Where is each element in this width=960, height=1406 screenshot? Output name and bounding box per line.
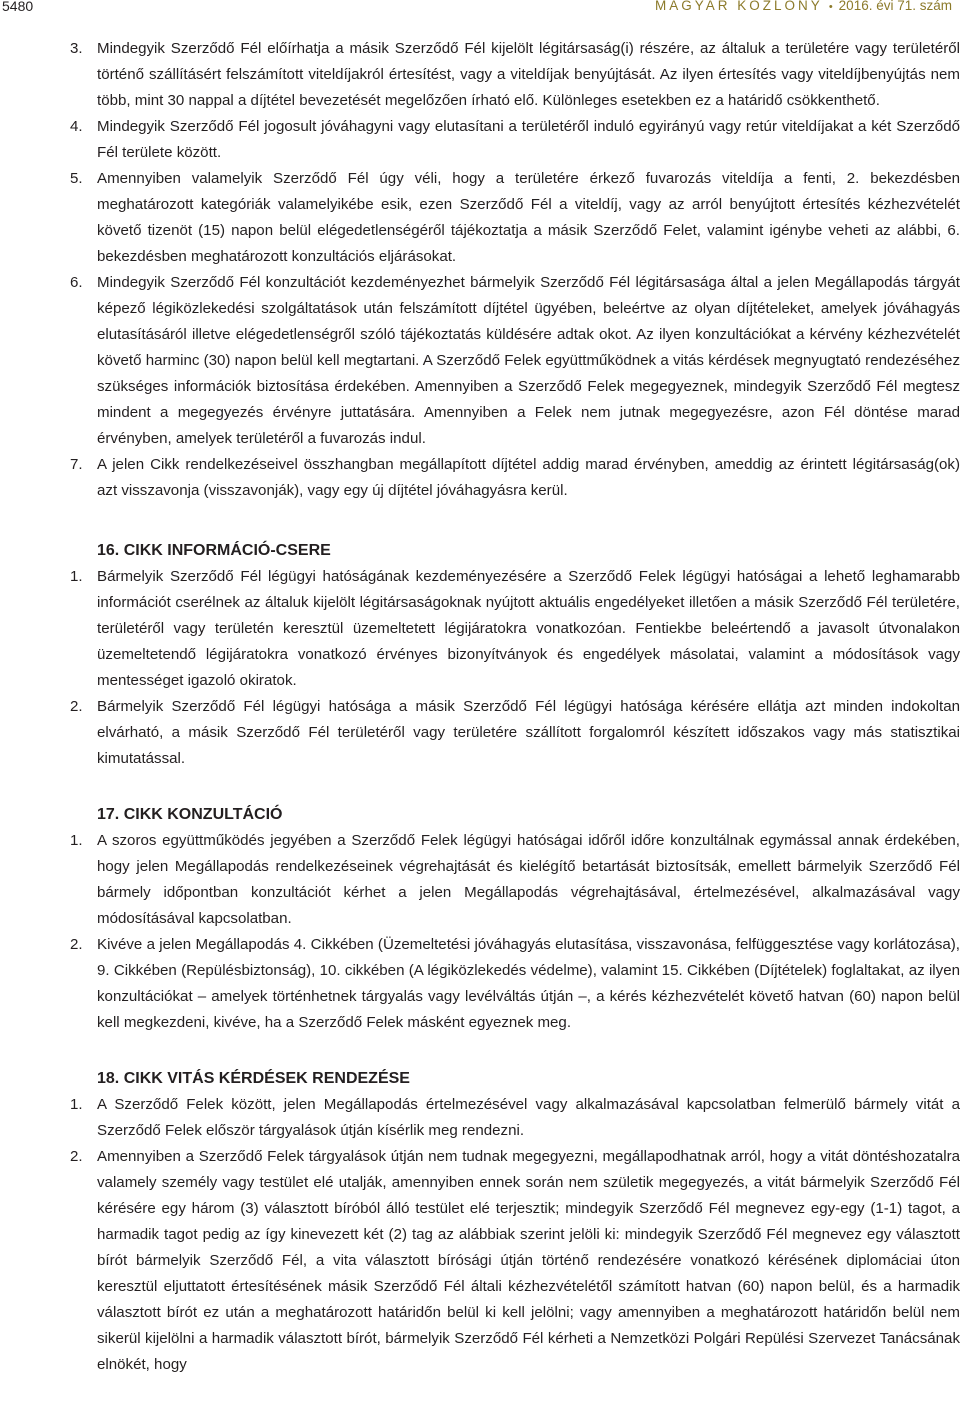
paragraph-text: Bármelyik Szerződő Fél légügyi hatósága a másik Szerződő Fél légügyi hatósága kérésére ellátja azt minden indokoltan elvárható, a másik Szerződő Fél területéről vagy területére szállított forgalomról készített időszakos vagy más statisztikai kimutatással. <box>97 698 960 767</box>
paragraph-text: Mindegyik Szerződő Fél konzultációt kezdeményezhet bármelyik Szerződő Fél légitársasága által a jelen Megállapodás tárgyát képező légiközlekedési szolgáltatások után felszámított díjtétel ügyében, beleértve az olyan díjtételeket, amelyek jóváhagyás elutasításáról illetve elégedetlenségről szóló tájékoztatás küldésére adtak okot. Az ilyen konzultációkat a kérvény kézhezvételét követő harminc (30) napon belül kell megtartani. A Szerződő Felek együttműködnek a vitás kérdések megnyugtató rendezéséhez szükséges információk biztosítása érdekében. Amennyiben a Szerződő Felek megegyeznek, mindegyik Szerződő Fél megtesz mindent a megegyezés érvényre juttatására. Amennyiben a Felek nem jutnak megegyezésre, azon Fél döntése marad érvényben, amelyek területéről a fuvarozás indul. <box>97 274 960 447</box>
paragraph-number: 4. <box>70 118 83 135</box>
paragraph-text: A jelen Cikk rendelkezéseivel összhangban megállapított díjtétel addig marad érvényben, ameddig az érintett légitársaság(ok) azt visszavonja (visszavonják), vagy egy új díjtétel jóváhagyásra kerül. <box>97 456 960 499</box>
paragraph-number: 7. <box>70 456 83 473</box>
paragraph <box>70 166 960 270</box>
paragraph-number: 1. <box>70 568 83 585</box>
header-separator: • <box>828 1 833 13</box>
page-number: 5480 <box>2 0 34 14</box>
paragraph <box>70 452 960 504</box>
journal-info <box>655 0 952 15</box>
document-body <box>70 36 960 1378</box>
paragraph <box>70 270 960 452</box>
paragraph <box>70 932 960 1036</box>
paragraph-number: 2. <box>70 936 83 953</box>
paragraph-number: 5. <box>70 170 83 187</box>
paragraph-text: Kivéve a jelen Megállapodás 4. Cikkében (Üzemeltetési jóváhagyás elutasítása, visszavonása, felfüggesztése vagy korlátozása), 9. Cikkében (Repülésbiztonság), 10. cikkében (A légiközlekedés védelme), valamint 15. Cikkében (Díjtételek) foglaltakat, az ilyen konzultációkat – amelyek történhetnek tárgyalás vagy levélváltás útján –, a kérés kézhezvételét követő hatvan (60) napon belül kell megkezdeni, kivéve, ha a Szerződő Felek másként egyeznek meg. <box>97 936 960 1031</box>
issue-info: 2016. évi 71. szám <box>838 0 952 13</box>
paragraph <box>70 1144 960 1378</box>
paragraph-text: Bármelyik Szerződő Fél légügyi hatóságának kezdeményezésére a Szerződő Felek légügyi hatóságai a lehető leghamarabb információt cserélnek az általuk kijelölt légitársaságoknak nyújtott aktuális engedélyeket illetően a másik Szerződő Fél területére, területéről vagy területén keresztül üzemeltetett légijáratokra vonatkozóan. Fentiekbe beleértendő a javasolt útvonalakon üzemeltetendő légijáratokra vonatkozó érvényes bizonyítványok és engedélyek másolatai, valamint a módosítások vagy mentességet igazoló okiratok. <box>97 568 960 689</box>
paragraph-number: 2. <box>70 698 83 715</box>
paragraph-number: 1. <box>70 832 83 849</box>
article-18-heading: 18. CIKK VITÁS KÉRDÉSEK RENDEZÉSE <box>97 1070 410 1087</box>
paragraph-number: 2. <box>70 1148 83 1165</box>
paragraph <box>70 694 960 772</box>
journal-name: MAGYAR KÖZLÖNY <box>655 0 823 13</box>
paragraph-text: A Szerződő Felek között, jelen Megállapodás értelmezésével vagy alkalmazásával kapcsolatban felmerülő bármely vitát a Szerződő Felek először tárgyalások útján kísérlik meg rendezni. <box>97 1096 960 1139</box>
paragraph-text: Mindegyik Szerződő Fél előírhatja a másik Szerződő Fél kijelölt légitársaság(i) részére, az általuk a területére vagy területéről történő szállításért felszámított viteldíjakról értesítést, vagy a viteldíjak benyújtását. Az ilyen értesítés vagy viteldíjbenyújtás nem több, mint 30 nappal a díjtétel bevezetését megelőzően írható elő. Különleges esetekben ez a határidő csökkenthető. <box>97 40 960 109</box>
paragraph <box>70 828 960 932</box>
paragraph-number: 3. <box>70 40 83 57</box>
paragraph <box>70 36 960 114</box>
paragraph <box>70 1092 960 1144</box>
paragraph-text: Amennyiben valamelyik Szerződő Fél úgy véli, hogy a területére érkező fuvarozás viteldíja a fenti, 2. bekezdésben meghatározott kategóriák valamelyikébe esik, ezen Szerződő Fél a viteldíj, vagy az arról benyújtott értesítés kézhezvételét követő tizenöt (15) napon belül elégedetlenségéről tájékoztatja a másik Szerződő Felet, valamint igénybe veheti az alábbi, 6. bekezdésben meghatározott konzultációs eljárásokat. <box>97 170 960 265</box>
article-16-heading: 16. CIKK INFORMÁCIÓ-CSERE <box>97 542 331 559</box>
paragraph <box>70 564 960 694</box>
article-17-heading: 17. CIKK KONZULTÁCIÓ <box>97 806 283 823</box>
paragraph-text: A szoros együttműködés jegyében a Szerződő Felek légügyi hatóságai időről időre konzultálnak egymással annak érdekében, hogy jelen Megállapodás rendelkezéseinek végrehajtását és kielégítő betartását biztosítsák, emellett bármelyik Szerződő Fél bármely időpontban konzultációt kérhet a jelen Megállapodás végrehajtásával, értelmezésével, alkalmazásával vagy módosításával kapcsolatban. <box>97 832 960 927</box>
paragraph-number: 6. <box>70 274 83 291</box>
paragraph-text: Amennyiben a Szerződő Felek tárgyalások útján nem tudnak megegyezni, megállapodhatnak arról, hogy a vitát döntéshozatalra valamely személy vagy testület elé utalják, amennyiben ennek során nem születik megegyezés, a vitát bármelyik Szerződő Fél kérésére egy három (3) választott bíróból álló testület elé terjesztik; mindegyik Szerződő Fél megnevez egy-egy (1-1) tagot, a harmadik tagot pedig az így kinevezett két (2) tag az alábbiak szerint jelöli ki: mindegyik Szerződő Fél megnevez egy választott bírót bármelyik Szerződő Fél, a vita választott bírósági útján történő rendezésére vonatkozó kérésének diplomáciai úton keresztül eljuttatott értesítésének másik Szerződő Fél általi kézhezvételétől számított hatvan (60) napon belül, és a harmadik választott bírót ez után a meghatározott határidőn belül ki kell jelölni; vagy amennyiben a meghatározott határidőn belül nem sikerül kijelölni a harmadik választott bírót, bármelyik Szerződő Fél kérheti a Nemzetközi Polgári Repülési Szervezet Tanácsának elnökét, hogy <box>97 1148 960 1373</box>
paragraph <box>70 114 960 166</box>
page-header <box>0 0 960 22</box>
paragraph-text: Mindegyik Szerződő Fél jogosult jóváhagyni vagy elutasítani a területéről induló egyirányú vagy retúr viteldíjakat a két Szerződő Fél területe között. <box>97 118 960 161</box>
paragraph-number: 1. <box>70 1096 83 1113</box>
